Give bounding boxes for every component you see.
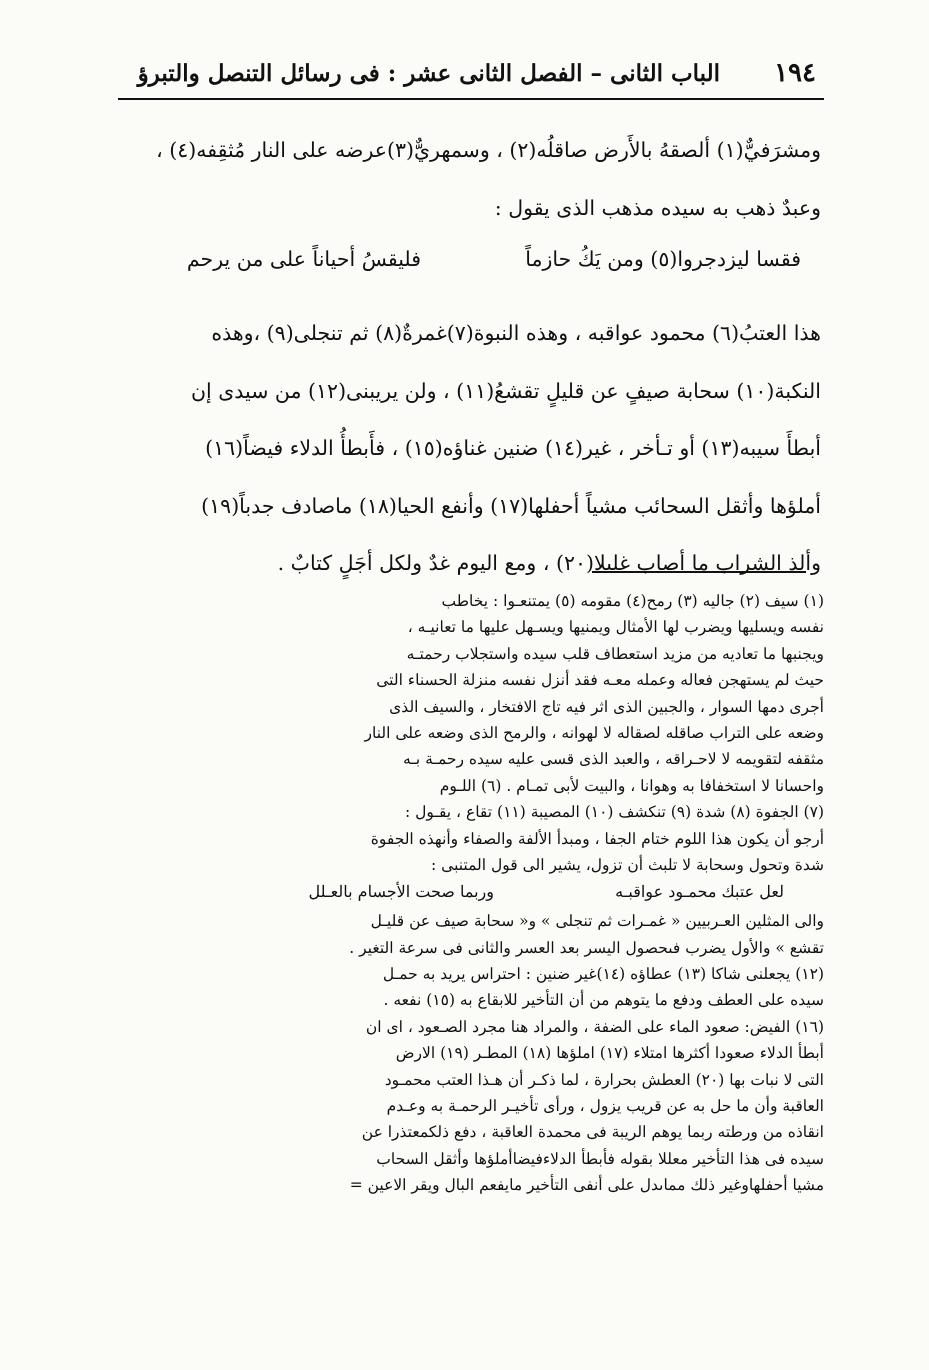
footnote-line: شدة وتحول وسحابة لا تلبث أن تزول، يشير الى قول المتنبى : [431,855,824,874]
footnote-line: (١) سيف (٢) جاليه (٣) رمح(٤) مقومه (٥) يمتنعـوا : يخاطب [441,592,824,610]
footnote-line: نفسه ويسليها ويضرب لها الأمثال ويمنيها ويسـهل عليها ما تعانيـه ، [407,618,824,637]
footnote-verse [118,878,824,908]
footnote-line: (١٢) يجعلنى شاكا (١٣) عطاؤه (١٤)غير ضنين : احتراس يريد به حمـل [382,965,824,984]
footnote-line: أبطأ الدلاء صعودا أكثرها امتلاء (١٧) املؤها (١٨) المطـر (١٩) الارض [395,1044,824,1063]
footnote-line: (١٦) الفيض: صعود الماء على الضفة ، والمراد هنا مجرد الصـعود ، اى ان [365,1017,824,1036]
text-line: أبطأَ سيبه(١٣) أو تـأخر ، غير(١٤) ضنين غناؤه(١٥) ، فأَبطأُ الدلاء فيضاً(١٦) [205,436,821,460]
footnote-separator [592,571,806,573]
text-line: أملؤها وأثقل السحائب مشياً أحفلها(١٧) وأنفع الحيا(١٨) ماصادف جدباً(١٩) [201,493,821,518]
chapter-title: الباب الثانى – الفصل الثانى عشر : فى رسائل التنصل والتبرؤ [137,60,720,87]
footnotes [118,588,824,1199]
verse-hemistich-2: فليقسُ أحياناً على من يرحم [186,247,421,271]
page-number: ١٩٤ [774,58,816,88]
text-line: وألذ الشراب ما أصاب غليلا(٢٠) ، ومع اليوم غدٌ ولكل أجَلٍ كتابٌ . [277,551,821,575]
footnote-verse-hemistich-2: وربما صحت الأجسام بالعـلل [308,882,494,902]
main-text [122,122,821,593]
footnote-line: العاقبة وأن ما حل به عن قريب يزول ، ورأى تأخيـر الرحمـة به وعـدم [386,1097,824,1116]
poem-verse [122,237,821,305]
text-line: هذا العتبُ(٦) محمود عواقبه ، وهذه النبوة(٧)غمرةٌ(٨) ثم تنجلى(٩) ،وهذه [211,321,821,345]
verse-hemistich-1: فقسا ليزدجروا(٥) ومن يَكُ حازماً [525,247,801,271]
footnote-line: والى المثلين العـربيين « غمـرات ثم تنجلى » و« سحابة صيف عن قليـل [370,912,824,931]
text-line: ومشرَفيٌّ(١) ألصقهُ بالأَرض صاقلُه(٢) ، وسمهريٌّ(٣)عرضه على النار مُثقِفه(٤) ، [156,138,821,162]
footnote-line: أجرى دمها السوار ، والجبين الذى اثر فيه تاج الافتخار ، والسيف الذى [389,697,824,716]
footnote-line: سيده فى هذا التأخير معللا بقوله فأبطأ الدلاءفيضاأملؤها وأثقل السحاب [376,1149,824,1168]
footnote-line: مثقفه لتقويمه لا لاحـراقه ، والعبد الذى قسى عليه سيده رحمـة بـه [403,750,824,769]
footnote-line: ويجنبها ما تعاديه من مزيد استعطاف قلب سيده واستجلاب رحمتـه [406,644,824,663]
footnote-line: التى لا نبات بها (٢٠) العطش بحرارة ، لما ذكـر أن هـذا العتب محمـود [384,1070,824,1089]
footnote-verse-hemistich-1: لعل عتبك محمـود عواقبـه [615,882,784,902]
text-line: النكبة(١٠) سحابة صيفٍ عن قليلٍ تقشعُ(١١) ، ولن يريبنى(١٢) من سيدى إن [190,378,821,403]
running-header [118,54,824,100]
footnote-line: (٧) الجفوة (٨) شدة (٩) تنكشف (١٠) المصيبة (١١) تقاع ، يقـول : [404,803,824,822]
footnote-line: انقاذه من ورطته ربما يوهم الريبة فى محمدة العاقبة ، دفع ذلكمعتذرا عن [361,1123,824,1142]
text-line: وعبدٌ ذهب به سيده مذهب الذى يقول : [494,195,821,220]
footnote-line: سيده على العطف ودفع ما يتوهم من أن التأخير للابقاع به (١٥) نفعه . [383,991,824,1010]
footnote-line: مشيا أحفلهاوغير ذلك مماىدل على أنفى التأخير مايفعم البال ويقر الاعين = [349,1176,824,1195]
footnote-line: واحسانا لا استخفافا به وهوانا ، والبيت لأبى تمـام . (٦) اللـوم [439,776,824,795]
footnote-line: تقشع » والأول يضرب فىحصول اليسر بعد العسر والثانى فى سرعة التغير . [349,938,824,957]
footnote-line: وضعه على التراب صاقله لصقاله لا لهوانه ، والرمح الذى وضعه على النار [364,723,824,742]
footnote-line: أرجو أن يكون هذا اللوم ختام الجفا ، ومبدأ الألفة والصفاء وأنهذه الجفوة [370,829,824,848]
footnote-line: حيث لم يستهجن فعاله وعمله معـه فقد أنزل نفسه منزلة الحسناء التى [376,671,824,690]
